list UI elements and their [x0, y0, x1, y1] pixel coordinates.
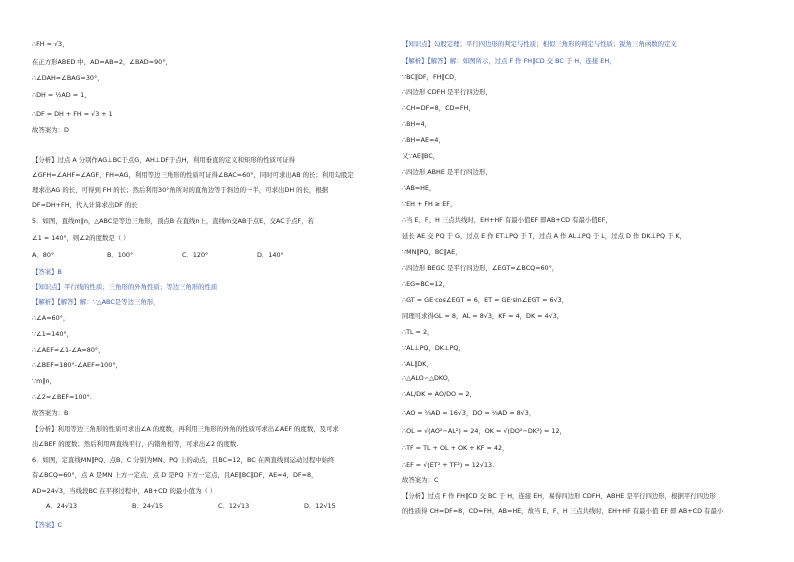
right-text-line: ∴AL∥DK，	[402, 360, 433, 368]
right-text-line: 又∵AE∥BC，	[402, 152, 440, 160]
left-text-line: ∴∠A=60°，	[32, 314, 70, 322]
right-text-line: ∴AL/DK = AO/DO = 2，	[402, 390, 476, 398]
right-text-line: ∴BH=4，	[402, 120, 432, 128]
q5-options	[32, 251, 284, 259]
left-text-line: ∠1 = 140°，则∠2的度数是（ ）	[32, 234, 130, 242]
left-text-line: ∴FH = √3，	[32, 40, 69, 48]
right-text-line: ∴TF = TL + OL + OK + KF = 42，	[402, 444, 509, 452]
right-text-line: 故答案为：C	[402, 476, 439, 484]
left-text-line: 【知识点】平行线的性质；三角形的外角性质；等边三角形的性质	[32, 283, 218, 291]
q5-option-d: D．140°	[257, 251, 284, 259]
left-text-line: 理求出AG 的长，可得到 FH 的长；然后利用30°角所对的直角边等于斜边的一半，可求出DH 的长，根据	[32, 186, 329, 194]
q5-option-b: B．100°	[107, 251, 134, 259]
q6-options	[46, 502, 336, 510]
right-text-line: ∵BC∥DF，FH∥CD，	[402, 73, 461, 81]
right-text-line: ∵AL⊥PQ，DK⊥PQ，	[402, 344, 465, 352]
left-text-line: 【分析】利用等边三角形的性质可求出∠A 的度数，再利用三角形的外角的性质可求出∠AEF 的度数，及可求	[32, 425, 339, 433]
left-text-line: 在正方形ABED 中，AD=AB=2，∠BAD=90°，	[32, 58, 172, 66]
left-text-line: ∴DH = ½AD = 1，	[32, 91, 91, 99]
right-text-line: ∵EH + FH ≥ EF，	[402, 200, 457, 208]
left-text-line: ∠GFH=∠AHF=∠AGF，FH=AG，利用等边三角形的性质可证得∠BAC=60°，同时可求出AB 的长；利用勾股定	[32, 171, 354, 179]
right-text-line: ∴GT = GE·cos∠EGT = 6，ET = GE·sin∠EGT = 6√3，	[402, 296, 569, 304]
q6-option-c: C．12√13	[218, 502, 250, 510]
left-text-line: 6．如图，定直线MN∥PQ，点B、C 分别为MN、PQ 上的动点，且BC=12，BC 在两直线间运动过程中始终	[32, 456, 335, 464]
left-text-line: 【答案】B	[32, 268, 62, 276]
left-text-line: DF=DH+FH，代入计算求出DF 的长	[32, 201, 138, 209]
right-text-line: ∴EF = √(ET² + TF²) = 12√13.	[402, 461, 495, 469]
right-text-line: ∴TL = 2，	[402, 328, 434, 336]
left-text-line: 【解析】【解答】解：∵△ABC是等边三角形，	[32, 298, 160, 306]
left-text-line: ∵∠1=140°，	[32, 330, 73, 338]
q6-option-a: A．24√13	[46, 502, 78, 510]
left-text-line: ∴∠DAH=∠BAG=30°，	[32, 74, 104, 82]
left-text-line: 【答案】C	[32, 521, 63, 529]
right-text-line: 【解析】【解答】解：如图所示，过点 F 作 FH∥CD 交 BC 于 H，连接 EH，	[402, 57, 616, 65]
left-column	[32, 0, 402, 562]
right-text-line: ∴AB=HE，	[402, 184, 436, 192]
left-text-line: 5．如图，直线m∥n，△ABC是等边三角形，顶点B 在直线n上，直线m交AB于点E，交AC于点F，若	[32, 217, 314, 225]
left-text-line: 故答案为：D	[32, 126, 69, 134]
right-text-line: ∴四边形 CDFH 是平行四边形，	[402, 88, 492, 96]
right-text-line: 同理可求得GL = 8，AL = 8√3，KF = 4，DK = 4√3，	[402, 312, 564, 320]
right-text-line: ∵MN∥PQ，BC∥AE，	[402, 248, 462, 256]
right-text-line: ∴OL = √(AO²−AL²) = 24，OK = √(DO²−DK²) = 12，	[402, 427, 566, 435]
right-text-line: ∴EG=BC=12，	[402, 280, 450, 288]
right-text-line: ∴△ALO∽△DKO，	[402, 374, 455, 382]
left-text-line: ∵m∥n，	[32, 377, 56, 385]
right-text-line: ∴BH=AE=4，	[402, 136, 445, 144]
right-text-line: 的性质得 CH=DF=8，CD=FH，AB=HE，故当 E、F、H 三点共线时，EH+HF 有最小值 EF 即 AB+CD 有最小	[402, 507, 724, 515]
left-text-line: AD=24√3，当线段BC 在平移过程中，AB+CD 的最小值为（ ）	[32, 487, 217, 495]
left-text-line: 【分析】过点 A 分别作AG⊥BC于点G，AH⊥DF于点H，利用垂直的定义和矩形的性质可证得	[32, 156, 296, 164]
left-text-line: ∴∠AEF=∠1-∠A=80°，	[32, 346, 105, 354]
left-text-line: ∴∠BEF=180°-∠AEF=100°，	[32, 361, 122, 369]
left-text-line: 有∠BCQ=60°，点 A 是MN 上方一定点，点 D 是PQ 下方一定点，且AE∥BC∥DF，AE=4，DF=8，	[32, 471, 318, 479]
left-text-line: 故答案为：B	[32, 409, 69, 417]
left-text-line: 出∠BEF 的度数；然后利用两直线平行，内错角相等，可求出∠2 的度数.	[32, 440, 239, 448]
right-text-line: 延长 AE 交 PQ 于 G，过点 E 作 ET⊥PQ 于 T，过点 A 作 AL⊥PQ 于 L，过点 D 作 DK⊥PQ 于 K，	[402, 232, 687, 240]
right-text-line: ∴当 E、F、H 三点共线时，EH+HF 有最小值EF 即AB+CD 有最小值EF，	[402, 216, 612, 224]
right-text-line: 【知识点】勾股定理；平行四边形的判定与性质；相似三角形的判定与性质；锐角三角函数的定义	[402, 40, 677, 48]
q6-option-b: B．24√15	[132, 502, 164, 510]
left-text-line: ∴∠2=∠BEF=100°.	[32, 393, 92, 401]
right-text-line: ∴四边形 BEGC 是平行四边形，∠EGT=∠BCQ=60°，	[402, 264, 559, 272]
right-column	[402, 0, 772, 562]
q5-option-c: C．120°	[182, 251, 209, 259]
left-text-line: ∴DF = DH + FH = √3 + 1	[32, 110, 113, 118]
q5-option-a: A．80°	[32, 251, 55, 259]
q6-option-d: D．12√15	[304, 502, 336, 510]
right-text-line: 【分析】过点 F 作 FH∥CD 交 BC 于 H，连接 EH，易得四边形 CDFH、ABHE 是平行四边形，根据平行四边形	[402, 492, 716, 500]
right-text-line: ∴四边形 ABHE 是平行四边形，	[402, 168, 492, 176]
right-text-line: ∴AO = ⅔AD = 16√3，DO = ⅓AD = 8√3，	[402, 409, 536, 417]
right-text-line: ∴CH=DF=8，CD=FH，	[402, 104, 475, 112]
